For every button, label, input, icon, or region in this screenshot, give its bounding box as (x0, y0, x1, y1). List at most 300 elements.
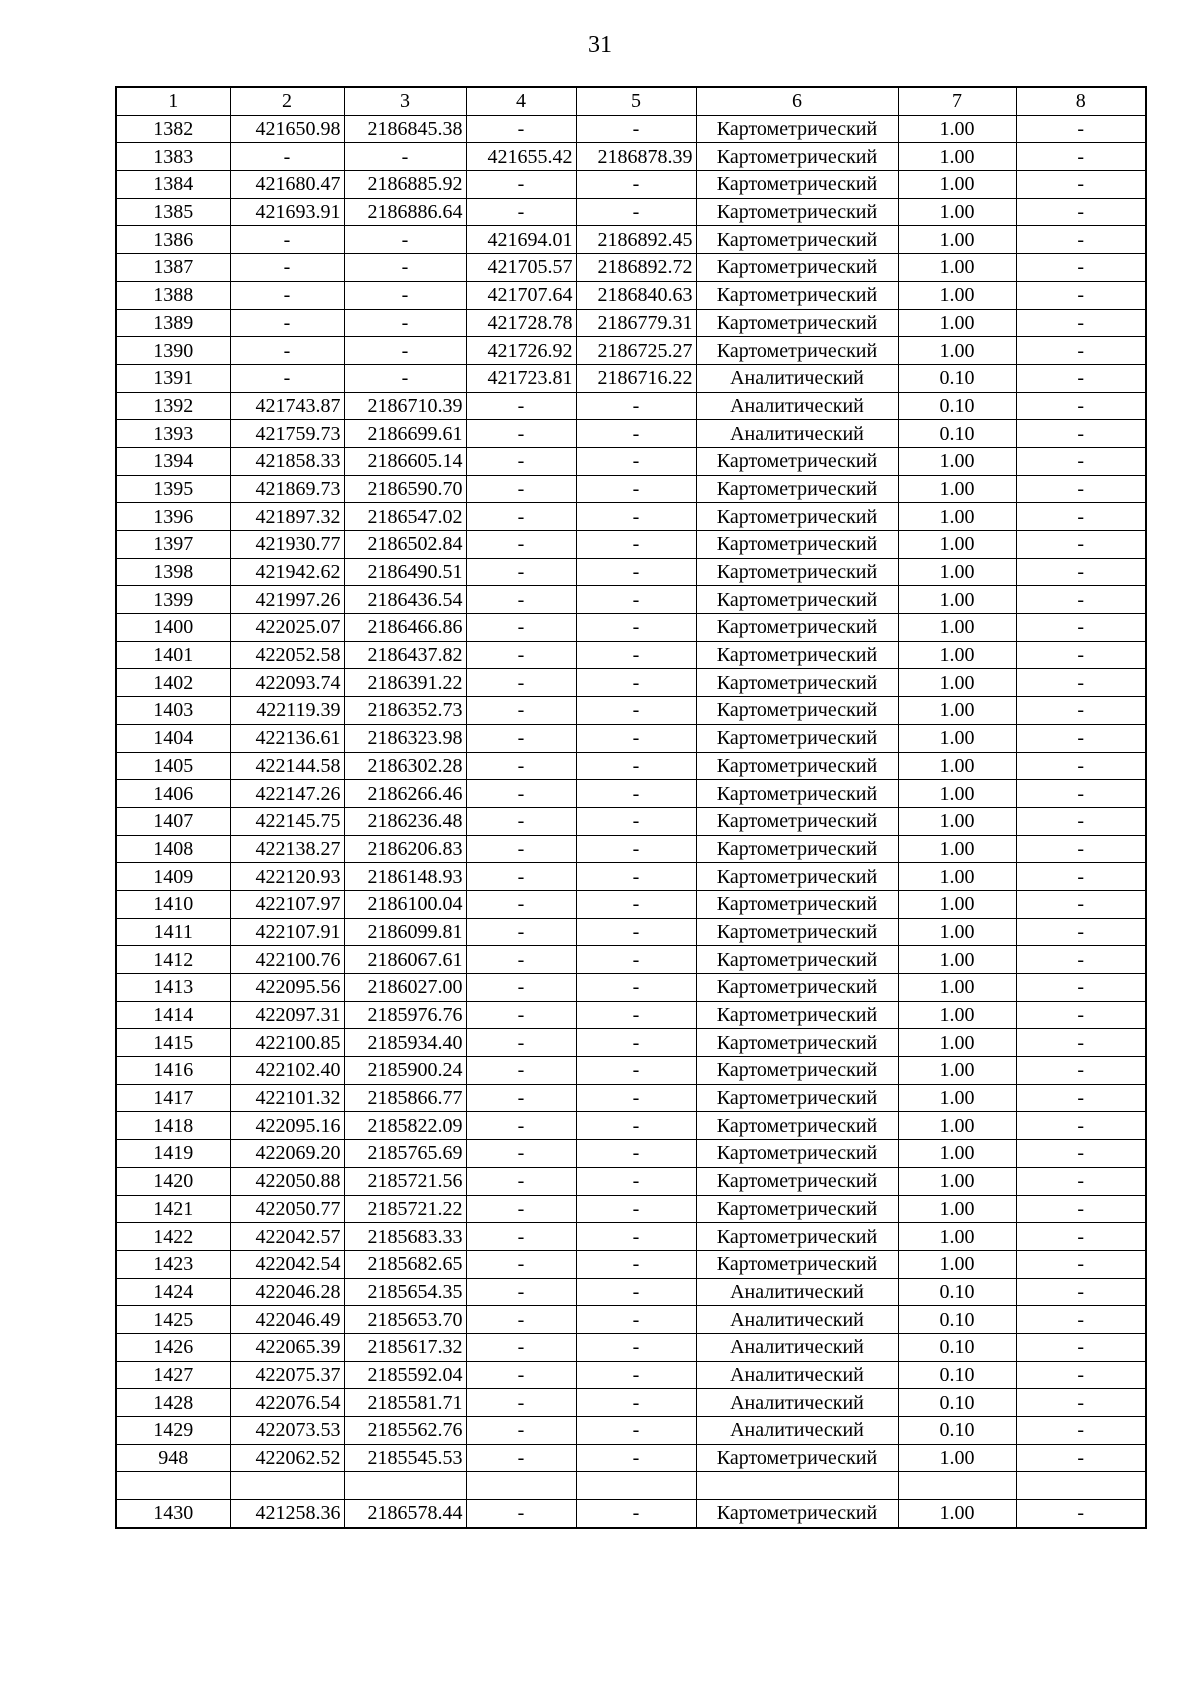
cell-y-existing: 2185683.33 (344, 1223, 466, 1251)
cell-x-existing: 422025.07 (230, 614, 344, 642)
cell-x-new: - (466, 890, 576, 918)
cell-x-new: - (466, 974, 576, 1002)
cell-x-existing: 421997.26 (230, 586, 344, 614)
cell-x-new: - (466, 1029, 576, 1057)
table-row (116, 1223, 1146, 1251)
cell-point-id: 1417 (116, 1084, 230, 1112)
table-row (116, 420, 1146, 448)
cell-precision: 1.00 (898, 669, 1016, 697)
table-row (116, 918, 1146, 946)
cell-x-new: - (466, 1250, 576, 1278)
table-row (116, 807, 1146, 835)
table-row (116, 1306, 1146, 1334)
cell-y-new: - (576, 807, 696, 835)
cell-x-new: - (466, 1444, 576, 1472)
cell-x-existing: 422050.77 (230, 1195, 344, 1223)
cell-x-existing: 421930.77 (230, 531, 344, 559)
cell-y-new: - (576, 447, 696, 475)
cell-y-new: - (576, 1112, 696, 1140)
cell-note: - (1016, 1444, 1146, 1472)
cell-precision: 1.00 (898, 724, 1016, 752)
cell-point-id: 1392 (116, 392, 230, 420)
cell-y-existing: - (344, 309, 466, 337)
cell-x-new: 421655.42 (466, 143, 576, 171)
cell-note: - (1016, 946, 1146, 974)
cell-precision: 1.00 (898, 1112, 1016, 1140)
cell-precision: 1.00 (898, 835, 1016, 863)
cell-x-new: - (466, 780, 576, 808)
cell-method: Картометрический (696, 115, 898, 143)
cell-point-id: 1414 (116, 1001, 230, 1029)
cell-y-new: 2186878.39 (576, 143, 696, 171)
cell-precision: 1.00 (898, 752, 1016, 780)
table-body (116, 115, 1146, 1528)
cell-note: - (1016, 254, 1146, 282)
table-row (116, 1278, 1146, 1306)
cell-y-new: - (576, 780, 696, 808)
cell-x-existing: 421680.47 (230, 171, 344, 199)
cell-method: Картометрический (696, 475, 898, 503)
cell-x-new: - (466, 447, 576, 475)
cell-note: - (1016, 115, 1146, 143)
cell-point-id: 1430 (116, 1500, 230, 1528)
cell-y-new: - (576, 752, 696, 780)
cell-precision: 1.00 (898, 697, 1016, 725)
cell-y-existing: 2185900.24 (344, 1057, 466, 1085)
cell-y-new: - (576, 1389, 696, 1417)
cell-y-existing: 2185721.22 (344, 1195, 466, 1223)
cell-x-existing: 422050.88 (230, 1167, 344, 1195)
cell-y-existing: 2186148.93 (344, 863, 466, 891)
cell-point-id: 1428 (116, 1389, 230, 1417)
cell-precision: 1.00 (898, 974, 1016, 1002)
cell-precision: 1.00 (898, 1444, 1016, 1472)
cell-note: - (1016, 918, 1146, 946)
cell-point-id: 1402 (116, 669, 230, 697)
cell-y-existing: 2186352.73 (344, 697, 466, 725)
cell-y-new: - (576, 918, 696, 946)
cell-note: - (1016, 752, 1146, 780)
table-row (116, 974, 1146, 1002)
cell-y-new: - (576, 946, 696, 974)
cell-x-existing: 421650.98 (230, 115, 344, 143)
cell-x-existing: 422095.16 (230, 1112, 344, 1140)
cell-note: - (1016, 1167, 1146, 1195)
cell-x-new: - (466, 503, 576, 531)
cell-precision: 1.00 (898, 780, 1016, 808)
cell-note: - (1016, 1195, 1146, 1223)
cell-point-id: 1395 (116, 475, 230, 503)
cell-x-new: - (466, 1361, 576, 1389)
cell-x-new: - (466, 420, 576, 448)
cell-point-id: 1394 (116, 447, 230, 475)
cell-y-existing: 2185866.77 (344, 1084, 466, 1112)
cell-x-new: - (466, 724, 576, 752)
cell-note: - (1016, 475, 1146, 503)
cell-x-new: - (466, 863, 576, 891)
table-row (116, 1084, 1146, 1112)
cell-method: Картометрический (696, 1057, 898, 1085)
cell-point-id: 1423 (116, 1250, 230, 1278)
cell-x-existing: 422076.54 (230, 1389, 344, 1417)
cell-y-existing: 2185654.35 (344, 1278, 466, 1306)
cell-y-existing: 2186436.54 (344, 586, 466, 614)
cell-method: Картометрический (696, 1140, 898, 1168)
cell-x-existing: 422136.61 (230, 724, 344, 752)
cell-note: - (1016, 669, 1146, 697)
cell-x-existing: 421942.62 (230, 558, 344, 586)
cell-precision: 0.10 (898, 420, 1016, 448)
table-row (116, 641, 1146, 669)
cell-point-id: 1416 (116, 1057, 230, 1085)
cell-y-existing: 2186699.61 (344, 420, 466, 448)
table-row (116, 281, 1146, 309)
cell-x-existing: 422101.32 (230, 1084, 344, 1112)
cell-y-new: 2186725.27 (576, 337, 696, 365)
cell-note: - (1016, 1389, 1146, 1417)
cell-note: - (1016, 1278, 1146, 1306)
table-row (116, 337, 1146, 365)
cell-y-existing: 2185592.04 (344, 1361, 466, 1389)
cell-x-existing: 422145.75 (230, 807, 344, 835)
cell-y-existing: 2185545.53 (344, 1444, 466, 1472)
cell-method: Картометрический (696, 863, 898, 891)
cell-y-new: - (576, 115, 696, 143)
cell-point-id: 1397 (116, 531, 230, 559)
cell-precision: 1.00 (898, 143, 1016, 171)
cell-method: Картометрический (696, 281, 898, 309)
cell-x-new: - (466, 1223, 576, 1251)
cell-precision: 0.10 (898, 1389, 1016, 1417)
cell-precision: 1.00 (898, 614, 1016, 642)
table-row (116, 669, 1146, 697)
cell-note: - (1016, 807, 1146, 835)
cell-method: Картометрический (696, 807, 898, 835)
cell-method: Картометрический (696, 724, 898, 752)
cell-method: Картометрический (696, 1167, 898, 1195)
cell-precision: 1.00 (898, 641, 1016, 669)
table-row (116, 171, 1146, 199)
cell-precision: 1.00 (898, 1001, 1016, 1029)
cell-y-new: - (576, 1195, 696, 1223)
cell-point-id: 1405 (116, 752, 230, 780)
cell-y-existing: 2185653.70 (344, 1306, 466, 1334)
cell-method: Аналитический (696, 1278, 898, 1306)
cell-x-existing: 422120.93 (230, 863, 344, 891)
cell-point-id: 1421 (116, 1195, 230, 1223)
cell-point-id: 1419 (116, 1140, 230, 1168)
table-row (116, 254, 1146, 282)
cell-y-existing: 2186266.46 (344, 780, 466, 808)
cell-x-existing: 421897.32 (230, 503, 344, 531)
cell-y-existing: 2186391.22 (344, 669, 466, 697)
cell-y-existing: - (344, 364, 466, 392)
cell-point-id: 1396 (116, 503, 230, 531)
table-row (116, 1361, 1146, 1389)
table-row (116, 1195, 1146, 1223)
cell-y-new: - (576, 1361, 696, 1389)
cell-x-existing: 422100.85 (230, 1029, 344, 1057)
table-row (116, 835, 1146, 863)
table-row (116, 503, 1146, 531)
cell-x-new: - (466, 1417, 576, 1445)
cell-method: Картометрический (696, 171, 898, 199)
cell-method: Картометрический (696, 198, 898, 226)
cell-x-new: - (466, 669, 576, 697)
cell-y-new: - (576, 890, 696, 918)
cell-note: - (1016, 863, 1146, 891)
cell-note: - (1016, 1112, 1146, 1140)
cell-note: - (1016, 337, 1146, 365)
table-row (116, 198, 1146, 226)
cell-point-id: 1400 (116, 614, 230, 642)
cell-x-new: - (466, 1057, 576, 1085)
cell-note: - (1016, 1250, 1146, 1278)
cell-x-new: - (466, 1140, 576, 1168)
cell-y-existing: 2185934.40 (344, 1029, 466, 1057)
cell-x-existing: 421869.73 (230, 475, 344, 503)
table-row (116, 586, 1146, 614)
cell-point-id: 1407 (116, 807, 230, 835)
cell-x-new: - (466, 586, 576, 614)
cell-note: - (1016, 1306, 1146, 1334)
cell-y-new: - (576, 1001, 696, 1029)
cell-method: Картометрический (696, 1250, 898, 1278)
table-row (116, 890, 1146, 918)
cell-y-new: - (576, 1029, 696, 1057)
cell-y-existing: - (344, 226, 466, 254)
cell-precision: 1.00 (898, 337, 1016, 365)
cell-point-id: 1391 (116, 364, 230, 392)
header-col-6: 6 (696, 87, 898, 115)
cell-y-existing: 2186590.70 (344, 475, 466, 503)
cell-method: Картометрический (696, 1084, 898, 1112)
cell-note: - (1016, 503, 1146, 531)
cell-x-existing: 422062.52 (230, 1444, 344, 1472)
table-row (116, 531, 1146, 559)
cell-precision: 1.00 (898, 890, 1016, 918)
table-row (116, 1112, 1146, 1140)
cell-precision: 1.00 (898, 254, 1016, 282)
cell-y-existing: 2185581.71 (344, 1389, 466, 1417)
cell-note: - (1016, 697, 1146, 725)
cell-precision: 0.10 (898, 364, 1016, 392)
cell-x-existing: 422138.27 (230, 835, 344, 863)
cell-y-existing: 2186099.81 (344, 918, 466, 946)
cell-x-new: - (466, 1500, 576, 1528)
cell-precision: 1.00 (898, 198, 1016, 226)
cell-x-existing: - (230, 364, 344, 392)
cell-note: - (1016, 641, 1146, 669)
cell-note: - (1016, 890, 1146, 918)
cell-note: - (1016, 1417, 1146, 1445)
cell-precision: 1.00 (898, 226, 1016, 254)
cell-x-existing: 422046.49 (230, 1306, 344, 1334)
cell-method: Картометрический (696, 974, 898, 1002)
table-row (116, 724, 1146, 752)
cell-precision: 1.00 (898, 807, 1016, 835)
cell-y-new: - (576, 1278, 696, 1306)
table-row (116, 946, 1146, 974)
cell-precision: 1.00 (898, 1223, 1016, 1251)
cell-x-new: - (466, 1001, 576, 1029)
cell-x-existing: 421743.87 (230, 392, 344, 420)
cell-method: Картометрический (696, 890, 898, 918)
table-row (116, 309, 1146, 337)
cell-method: Картометрический (696, 226, 898, 254)
cell-x-existing: 422042.54 (230, 1250, 344, 1278)
cell-x-new: - (466, 697, 576, 725)
cell-y-new: - (576, 1500, 696, 1528)
cell-point-id: 1424 (116, 1278, 230, 1306)
cell-note: - (1016, 392, 1146, 420)
cell-x-new: - (466, 1195, 576, 1223)
cell-precision: 0.10 (898, 1361, 1016, 1389)
table-row (116, 364, 1146, 392)
cell-x-existing: 422046.28 (230, 1278, 344, 1306)
cell-precision: 1.00 (898, 918, 1016, 946)
cell-note: - (1016, 143, 1146, 171)
cell-method: Аналитический (696, 1333, 898, 1361)
cell-note: - (1016, 1029, 1146, 1057)
table-row (116, 1333, 1146, 1361)
cell-precision: 1.00 (898, 503, 1016, 531)
cell-point-id: 1384 (116, 171, 230, 199)
cell-point-id: 948 (116, 1444, 230, 1472)
cell-method: Картометрический (696, 697, 898, 725)
cell-y-new: - (576, 586, 696, 614)
cell-point-id: 1422 (116, 1223, 230, 1251)
cell-x-new: - (466, 641, 576, 669)
cell-note: - (1016, 724, 1146, 752)
cell-point-id: 1426 (116, 1333, 230, 1361)
cell-method: Картометрический (696, 254, 898, 282)
cell-point-id: 1427 (116, 1361, 230, 1389)
cell-point-id: 1408 (116, 835, 230, 863)
cell-x-new: - (466, 1084, 576, 1112)
cell-x-existing: 422069.20 (230, 1140, 344, 1168)
coordinates-table (115, 86, 1147, 1529)
cell-y-new: - (576, 1417, 696, 1445)
table-row (116, 697, 1146, 725)
table-row (116, 614, 1146, 642)
cell-y-existing: - (344, 254, 466, 282)
cell-point-id: 1425 (116, 1306, 230, 1334)
cell-x-existing: 421759.73 (230, 420, 344, 448)
table-row (116, 1029, 1146, 1057)
cell-x-new: 421723.81 (466, 364, 576, 392)
cell-y-new: - (576, 724, 696, 752)
cell-method: Аналитический (696, 392, 898, 420)
cell-x-existing: 422065.39 (230, 1333, 344, 1361)
cell-point-id: 1412 (116, 946, 230, 974)
cell-y-new: - (576, 669, 696, 697)
table-row (116, 1500, 1146, 1528)
cell-y-new: - (576, 1057, 696, 1085)
cell-y-new: - (576, 835, 696, 863)
table-row (116, 1140, 1146, 1168)
cell-y-new: - (576, 1250, 696, 1278)
table-row (116, 1389, 1146, 1417)
cell-y-existing: 2186605.14 (344, 447, 466, 475)
cell-x-existing: 422052.58 (230, 641, 344, 669)
cell-note: - (1016, 614, 1146, 642)
cell-point-id: 1388 (116, 281, 230, 309)
cell-precision: 1.00 (898, 946, 1016, 974)
cell-y-new: - (576, 392, 696, 420)
cell-point-id: 1399 (116, 586, 230, 614)
cell-method: Картометрический (696, 1223, 898, 1251)
table-row (116, 1472, 1146, 1500)
cell-method: Картометрический (696, 669, 898, 697)
cell-note: - (1016, 447, 1146, 475)
cell-x-existing: 422144.58 (230, 752, 344, 780)
cell-precision: 0.10 (898, 1278, 1016, 1306)
cell-precision: 1.00 (898, 475, 1016, 503)
table-row (116, 115, 1146, 143)
cell-precision: 0.10 (898, 1333, 1016, 1361)
cell-point-id: 1386 (116, 226, 230, 254)
table-row (116, 1444, 1146, 1472)
cell-method: Картометрический (696, 337, 898, 365)
cell-point-id: 1415 (116, 1029, 230, 1057)
header-col-8: 8 (1016, 87, 1146, 115)
cell-method: Картометрический (696, 641, 898, 669)
cell-method: Аналитический (696, 1306, 898, 1334)
cell-y-new: 2186892.45 (576, 226, 696, 254)
cell-y-existing: 2186206.83 (344, 835, 466, 863)
cell-point-id (116, 1472, 230, 1500)
cell-y-existing: 2186710.39 (344, 392, 466, 420)
cell-x-existing: - (230, 337, 344, 365)
cell-x-new: - (466, 475, 576, 503)
cell-y-new: - (576, 641, 696, 669)
cell-point-id: 1390 (116, 337, 230, 365)
cell-precision: 1.00 (898, 1195, 1016, 1223)
cell-y-new: - (576, 1167, 696, 1195)
cell-note: - (1016, 1057, 1146, 1085)
cell-y-existing: 2186302.28 (344, 752, 466, 780)
cell-y-new: - (576, 1306, 696, 1334)
table-row (116, 1417, 1146, 1445)
header-col-2: 2 (230, 87, 344, 115)
cell-y-new: 2186779.31 (576, 309, 696, 337)
cell-note: - (1016, 1500, 1146, 1528)
cell-x-existing: 421693.91 (230, 198, 344, 226)
cell-note: - (1016, 1140, 1146, 1168)
cell-method: Картометрический (696, 946, 898, 974)
cell-note: - (1016, 309, 1146, 337)
header-col-4: 4 (466, 87, 576, 115)
cell-y-existing: - (344, 281, 466, 309)
cell-x-new: 421728.78 (466, 309, 576, 337)
cell-note: - (1016, 281, 1146, 309)
cell-x-new: - (466, 614, 576, 642)
cell-y-existing: 2186027.00 (344, 974, 466, 1002)
table-row (116, 1167, 1146, 1195)
cell-x-existing: 422147.26 (230, 780, 344, 808)
cell-x-new: - (466, 1278, 576, 1306)
cell-point-id: 1382 (116, 115, 230, 143)
cell-y-existing: - (344, 143, 466, 171)
cell-x-existing: 422102.40 (230, 1057, 344, 1085)
cell-y-new: - (576, 1223, 696, 1251)
cell-method: Аналитический (696, 1389, 898, 1417)
cell-note: - (1016, 974, 1146, 1002)
cell-x-new: - (466, 115, 576, 143)
cell-y-new: - (576, 171, 696, 199)
cell-method: Аналитический (696, 1417, 898, 1445)
